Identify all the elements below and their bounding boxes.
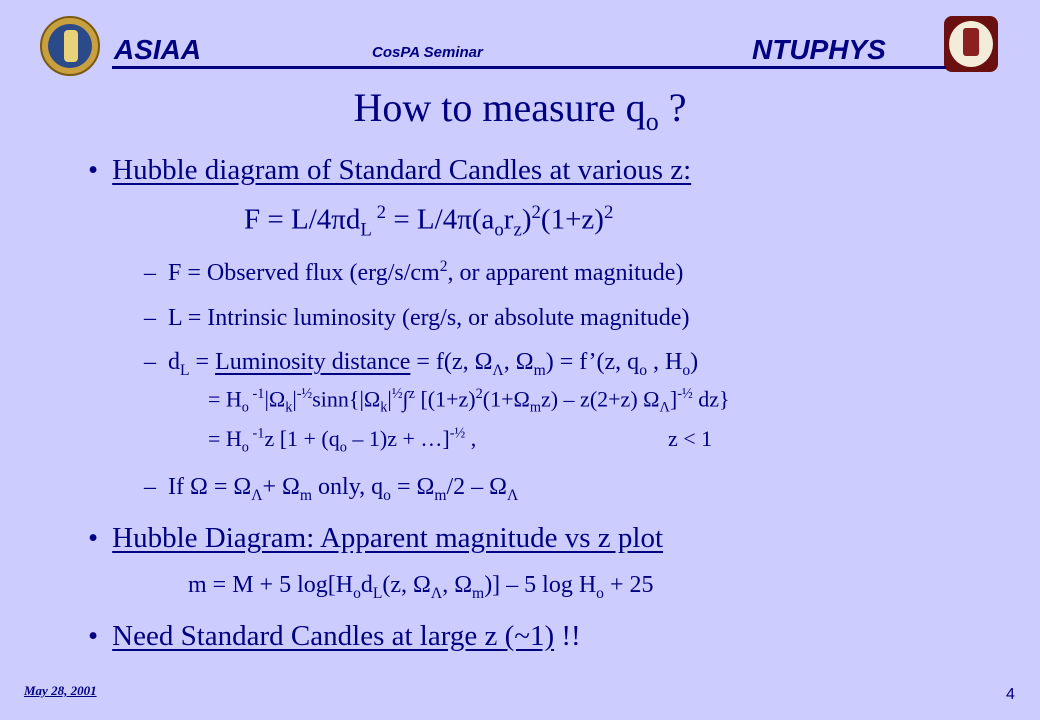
ntu-emblem-icon <box>944 16 998 72</box>
dl-condition: z < 1 <box>668 426 713 451</box>
dash-icon: – <box>144 260 156 286</box>
definition-text: F = Observed flux ($erg/s/cm^2$, or apparent magnitude) <box>168 258 684 286</box>
approx-text: = $H_o$ $^{-1}$z [$1 + (q_o - 1)z$ + …]$^{-\frac{1}{2}}$ , <box>208 426 477 456</box>
page-number: 4 <box>1006 686 1015 703</box>
academia-sinica-logo-icon <box>40 16 100 76</box>
bullet-text: Hubble diagram of Standard Candles at various z: <box>112 154 692 186</box>
bullet-standard-candles <box>88 620 581 653</box>
bullet-icon: • <box>88 154 99 186</box>
header-seminar-label: CosPA Seminar <box>372 44 483 61</box>
bullet-hubble-diagram-magnitude <box>88 522 663 555</box>
definition-prefix: $d_L$ = <box>168 349 216 379</box>
definition-flux <box>144 258 683 287</box>
header-right-brand: NTUPHYS <box>752 34 886 65</box>
bullet-tail: !! <box>554 620 581 652</box>
if-omega-line <box>144 474 518 505</box>
bullet-icon: • <box>88 522 99 554</box>
definition-text: L = Intrinsic luminosity (erg/s, or absolute magnitude) <box>168 305 690 331</box>
header-left-brand: ASIAA <box>114 34 202 65</box>
dash-icon: – <box>144 349 156 375</box>
magnitude-equation: m = M + 5 $\log[H_od_L(z$, $\Omega_\Lambda$, $\Omega_m)] - 5$ $\log H_o + 25$ <box>188 572 654 602</box>
flux-equation: $F = L/4\pi d_L$ $^2 = L/4\pi(a_or_z)^2(1+z)^2$ <box>244 202 614 241</box>
bullet-text: Hubble Diagram: Apparent magnitude vs z plot <box>112 522 664 554</box>
luminosity-distance-term: Luminosity distance <box>215 349 411 375</box>
header-divider <box>112 66 946 69</box>
bullet-icon: • <box>88 620 99 652</box>
bullet-text: Need Standard Candles at large z (~1) <box>112 620 555 652</box>
dash-icon: – <box>144 305 156 331</box>
footer-date: May 28, 2001 <box>24 683 97 698</box>
dash-icon: – <box>144 474 156 500</box>
definition-luminosity <box>144 305 689 332</box>
slide-title: How to measure $q_o$ ? <box>353 85 687 136</box>
definition-luminosity-distance <box>144 349 698 380</box>
dl-equation-full: = $H_o$ $^{-1}|\Omega_k|^{-\frac{1}{2}}\sin n\{|\Omega_k|^{\frac{1}{2}}\int^z$ [$(1+z)^2(1+\Omega_mz) - z(2+z)$ $\Omega_\Lambda]^{-\frac{1}{2}}$ dz} <box>208 386 730 416</box>
definition-text: = f(z, $\Omega_\Lambda$, $\Omega_m$) = f’(z, $q_o$ , $H_o$) <box>410 349 699 379</box>
if-text: If $\Omega = \Omega_\Lambda+ \Omega_m$ only, $q_o = \Omega_m/2 - \Omega_\Lambda$ <box>168 474 519 504</box>
bullet-hubble-diagram <box>88 154 691 187</box>
dl-equation-approx <box>208 426 476 457</box>
